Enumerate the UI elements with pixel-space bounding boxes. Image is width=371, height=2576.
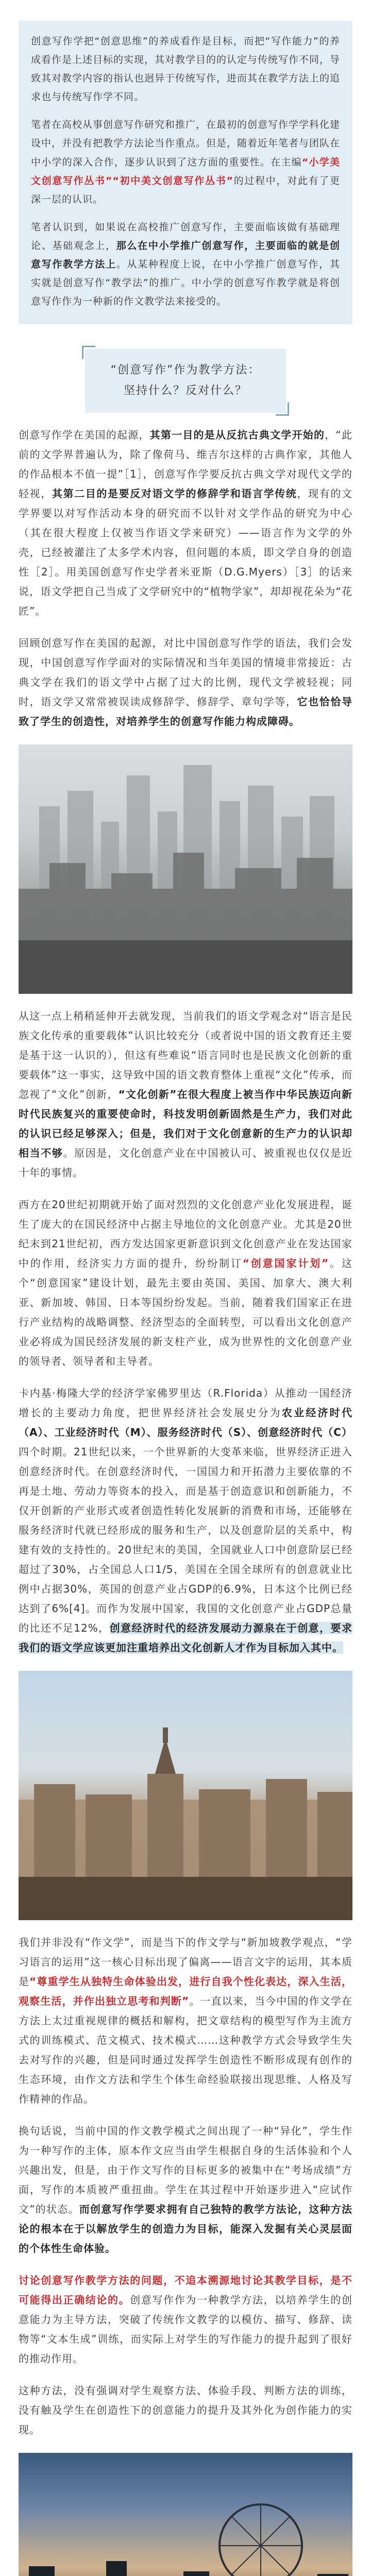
sec1-paragraph-5 [19, 1383, 352, 1657]
intro-p2-text-a: 笔者在高校从事创意写作研究和推广，在最初的创意写作学学科化建设中，并没有把教学方法论当作重点。但是，随着近年笔者与团队在中小学的深入合作，逐步认识到了这方面的重要性。在主编 [31, 119, 341, 168]
sec2-paragraph-1 [19, 1933, 352, 2109]
sec1-p1-text-b: ，“此前的文学界普遍认为，除了像荷马、维吉尔这样的古典作家，其他人的作品根本不值一提”［1］，创意写作学要反抗古典文学对现代文学的轻视， [19, 428, 353, 500]
sec2-p2-bold: 而创意写作学要求拥有自己独特的教学方法论，这种方法论的根本在于以解放学生的创造力为目标，能深入发掘有关心灵层面的个体性生命体验。 [19, 2202, 352, 2255]
intro-paragraph-2 [31, 115, 340, 208]
sec1-p4-red: “创意国家计划” [242, 1257, 329, 1269]
question-line-1: “创意写作”作为教学方法： [110, 364, 261, 377]
intro-paragraph-3 [31, 218, 340, 311]
sec1-p4-text-b: 。这个“创意国家”建设计划，最先主要由英国、美国、加拿大、澳大利亚、新加坡、韩国、日本等国纷纷发起。当前，随着我们国家正在进行产业结构的战略调整、经济型态的全面转型，可以看出文化创意产业必将成为国民经济发展的新支柱产业，成为世界性的文化创意产业的领导者、领导者和主导者。 [19, 1257, 352, 1367]
sec1-p5-text-a: 卡内基·梅隆大学的经济学家佛罗里达（R.Florida）从推动一国经济增长的主要动力角度，把世界经济社会发展史分为 [19, 1386, 352, 1419]
series-title-middle-text: 初中美文创意写作丛书 [119, 175, 227, 187]
section-2-content [0, 1933, 371, 2439]
old-town-illustration [19, 1671, 352, 1920]
sec2-p1-red: “尊重学生从独特生命体验出发，进行自我个性化表达，深入生活，观察生活，并作出独立思考和判断” [19, 1975, 353, 2007]
sec1-paragraph-2 [19, 633, 352, 731]
sec1-p1-bold-b: 其第二目的是要反对语文学的修辞学和语言学传统 [52, 487, 297, 500]
sec1-paragraph-1 [19, 425, 352, 621]
sec1-p1-text-c: ，现有的文学界要以对写作活动本身的研究而不以针对文学作品的研究为中心（其在很大程度上仅被当作语文学来研究）——语言作为文学的外壳，已经被灌注了太多学术内容，但问题的本质，即文学自身的创造性［2］。用美国创意写作史学者米亚斯（D.G.Myers）［3］的话来说，语文学把自己当成了文学研究中的“植物学家”，却却视花朵为“花匠”。 [19, 487, 353, 617]
city-skyline-illustration [19, 744, 352, 994]
sec1-p4-text-a: 西方在20世纪初期就开始了面对烈烈的文化创意产业化发展进程，诞生了庞大的在国民经济中占据主导地位的文化创意产业。尤其是20世纪末到21世纪初，西方发达国家更新意识到文化创意产业在发达国家中的作用，经济实力方面的提升，纷纷制订 [19, 1198, 352, 1269]
corner-decoration-top-left [82, 346, 95, 359]
sec1-p5-highlight: 创意经济时代的经济发展动力源泉在于创意，要求我们的语文学应该更加注重培养出文化创新人才作为目标加入其中。 [19, 1621, 353, 1654]
sec1-paragraph-4 [19, 1195, 352, 1371]
sec1-p2-bold: 它也恰恰导致了学生的创造性，对培养学生的创意写作能力构成障碍。 [19, 695, 353, 727]
corner-decoration-bottom-right [276, 402, 289, 416]
series-title-middle-close: ” [226, 175, 234, 187]
sec1-p3-bold: “文化创新”在很大程度上被当作中华民族迈向新时代民族复兴的重要使命时，科技发明创新固然是生产力，我们对此的认识已经足够深入；但是，我们对于文化创意新的生产力的认识却相当不够 [19, 1088, 352, 1159]
ferris-wheel-illustration [19, 2453, 352, 2576]
sec2-p2-text-a: 换句话说，当前中国的作文教学模式之间出现了一种“异化”，学生作为一种写作的主体，原本作文应当由学生根据自身的生活体验和个人兴趣出发，但是，由于作文写作的目标更多的被集中在“考场成绩”方面，写作的本质被严重扭曲。学生在其过程中开始逐步进入“应试作文”的状态。 [19, 2124, 352, 2215]
sec1-p3-text-a: 从这一点上稍稍延伸开去就发现，当前我们的语文学观念对“语言是民族文化传承的重要载体”认识比较充分（或者说中国的语文教育还主要是基于这一认识的），但这有些难说“语言同时也是民族文化创新的重要载体”这一事实，这导致中国的语文教育整体上重视“文化”传承，而忽视了“文化”创新， [19, 1009, 352, 1100]
intro-p3-text-b: 。从某种程度上说，在中小学推广创意写作，其实就是创意写作“教学法”的推广。中小学的创意写作教学就是将创意写作作为一种新的作文教学法来接受的。 [31, 259, 340, 308]
question-line-2: 坚持什么？反对什么？ [123, 384, 247, 397]
series-title-primary: “小学美文创意写作丛书” [31, 156, 340, 187]
sec2-paragraph-4: 这种方法，没有强调对学生观察方法、体验手段、判断方法的训练，没有触及学生在创造性下的创意能力的提升及其外化为创作能力的实现。 [19, 2384, 352, 2436]
section-1-content-continued [0, 1006, 371, 1657]
section-question [0, 349, 371, 412]
sec2-p3-red: 讨论创意写作教学方法的问题，不追本溯源地讨论其教学目标，是不可能得出正确结论的。 [19, 2274, 352, 2306]
intro-p3-bold: 那么在中小学推广创意写作，主要面临的就是创意写作教学方法上 [31, 240, 340, 270]
series-title-middle: “ [112, 175, 120, 187]
sec1-p1-text-a: 创意写作学在美国的起源， [19, 428, 150, 441]
sec1-p3-text-b: 。原因是，文化创意产业在中国被认可、被重视也仅仅是近十年的事情。 [19, 1146, 353, 1179]
section-1-content [0, 425, 371, 731]
sec2-p3-text-b: 创意写作作为一种教学方法，以培养学生的创意能力为主导方法，突破了传统作文教学的以模仿、描写、修辞、读物等“文本生成”训练，而实际上对学生的写作能力的提升起到了很好的推动作用。 [19, 2293, 353, 2365]
sec2-p1-text-b: 。一直以来，当今中国的作文学在方法上太过重视规律的概括和解构，把文章结构的模型写作为主流方式的训练模式、范文模式、技术模式……这种教学方式会导致学生失去对写作的兴趣，但是同时通过发挥学生创造性不断形成现有创作的生态环境，由作文方法和学生个体生命经验联接出现思维、人格及写作精神的作品。 [19, 1994, 352, 2105]
sec1-p5-text-b: 四个时期。21世纪以来，一个世界新的大变革来临，世界经济正进入创意经济时代。在创意经济时代，一国国力和开拓潜力主要依靠的不再是土地、劳动力等资本的投入，而是基于创造意识和创新能力，不仅开创新的产业形式或者创造性转化发展新的消费和市场，还能够在服务经济时代就已经形成的服务和生产，以及创意阶层的关系中，构建有效的支持性的。20世纪末的美国，全国就业人口中创意阶层已经超过了30%，占全国总人口1/5，美国在全国全球所有的创意就业比例中占据30%，英国的创意产业占GDP的6.9%，日本这个比例已经达到了6%[4]。而作为发展中国家，我国的文化创意产业占GDP总量的比还不足12%， [19, 1445, 352, 1634]
intro-p2-text-c: 的过程中，对此有了更深一层的认识。 [31, 175, 340, 205]
intro-paragraph-1: 创意写作学把“创意思维”的养成看作是目标，而把“写作能力”的养成看作是上述目标的实现，其对教学目的的认定与传统写作不同，导致其对教学内容的指认也迥异于传统写作，进而其在教学方法上的追求也与传统写作学不同。 [31, 36, 341, 103]
sec2-paragraph-3 [19, 2270, 352, 2368]
sec1-p2-text-a: 回顾创意写作在美国的起源，对比中国创意写作学的语法，我们会发现，中国创意写作学面对的实际情况和当年美国的情境非常接近：古典文学在我们的语文学中占据了过大的比例，现代文学被轻视；同时，语文学又常常被误读成修辞学、修辞学、章句学等， [19, 636, 352, 708]
old-town-photo [19, 1671, 352, 1920]
ferris-wheel-city-photo [19, 2453, 352, 2576]
city-skyline-photo [19, 744, 352, 994]
sec2-p1-text-a: 我们并非没有“作文学”，而是当下的作文学与“新加坡教学观点，“学习语言的运用”这一核心目标出现了偏离——语言文字的运用，其本质是 [19, 1936, 352, 1988]
sec1-p5-bold: 农业经济时代（A）、工业经济时代（M）、服务经济时代（S）、创意经济时代（C） [19, 1406, 353, 1438]
sec2-paragraph-2 [19, 2121, 352, 2258]
question-frame [85, 349, 286, 412]
intro-p3-text-a: 笔者认识到，如果说在高校推广创意写作，主要面临该做有基础理论、基础观念上， [31, 221, 340, 251]
intro-box [19, 21, 352, 324]
sec1-paragraph-3 [19, 1006, 352, 1182]
sec1-p1-bold-a: 其第一目的是从反抗古典文学开始的 [149, 428, 325, 441]
